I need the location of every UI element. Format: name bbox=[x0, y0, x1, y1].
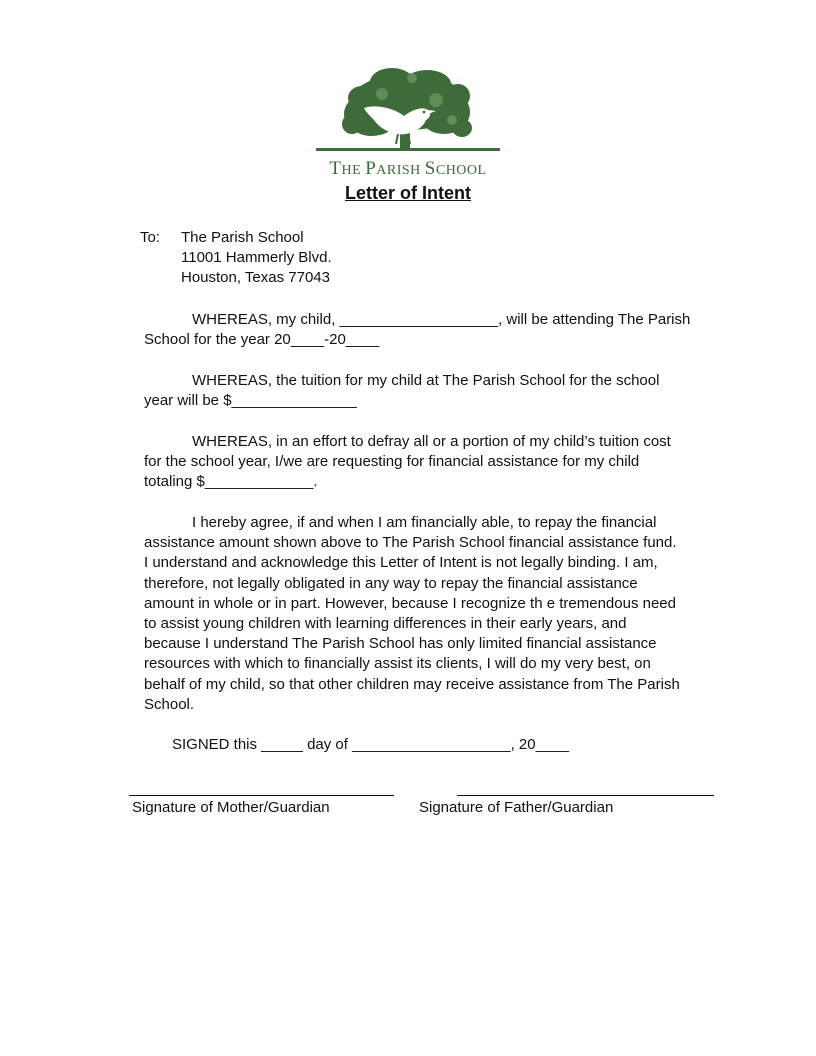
paragraph-line: resources with which to financially assist its clients, I will do my very best, on bbox=[144, 655, 651, 673]
paragraph-line: because I understand The Parish School has only limited financial assistance bbox=[144, 635, 657, 653]
paragraph-line: WHEREAS, the tuition for my child at The Parish School for the school bbox=[192, 372, 660, 389]
paragraph-line: therefore, not legally obligated in any way to repay the financial assistance bbox=[144, 574, 638, 592]
paragraph-line: I hereby agree, if and when I am financially able, to repay the financial bbox=[192, 514, 657, 531]
paragraph-line: year will be $_______________ bbox=[144, 392, 357, 410]
address-line: 11001 Hammerly Blvd. bbox=[181, 249, 332, 267]
address-line: Houston, Texas 77043 bbox=[181, 269, 330, 287]
address-line: The Parish School bbox=[181, 229, 304, 246]
father-signature-line bbox=[457, 795, 714, 796]
letter-title: Letter of Intent bbox=[345, 183, 471, 203]
paragraph-line: amount in whole or in part. However, because I recognize th e tremendous need bbox=[144, 594, 676, 612]
to-label: To: bbox=[140, 229, 161, 246]
paragraph-line: to assist young children with learning differences in their early years, and bbox=[144, 615, 627, 633]
paragraph-line: assistance amount shown above to The Parish School financial assistance fund. bbox=[144, 534, 677, 552]
signed-date-line: SIGNED this _____ day of ___________________, 20____ bbox=[172, 736, 569, 753]
mother-signature-label: Signature of Mother/Guardian bbox=[132, 799, 330, 816]
whereas-tuition-paragraph bbox=[144, 371, 719, 411]
paragraph-line: for the school year, I/we are requesting for financial assistance for my child bbox=[144, 453, 640, 471]
agreement-paragraph bbox=[144, 513, 719, 715]
paragraph-line: behalf of my child, so that other children may receive assistance from The Parish bbox=[144, 675, 680, 693]
tree-bird-icon bbox=[312, 64, 504, 159]
father-signature-label: Signature of Father/Guardian bbox=[419, 799, 614, 816]
mother-signature-line bbox=[129, 795, 394, 796]
paragraph-line: School for the year 20____-20____ bbox=[144, 331, 380, 349]
school-name-wordmark: THE PARISH SCHOOL bbox=[329, 158, 487, 179]
whereas-assistance-paragraph bbox=[144, 432, 719, 493]
recipient-address bbox=[181, 228, 332, 289]
paragraph-line: WHEREAS, my child, ___________________, will be attending The Parish bbox=[192, 311, 691, 328]
paragraph-line: School. bbox=[144, 695, 195, 713]
paragraph-line: totaling $_____________. bbox=[144, 473, 318, 491]
paragraph-line: WHEREAS, in an effort to defray all or a portion of my child’s tuition cost bbox=[192, 433, 671, 450]
paragraph-line: I understand and acknowledge this Letter of Intent is not legally binding. I am, bbox=[144, 554, 658, 572]
whereas-child-paragraph bbox=[144, 310, 719, 350]
